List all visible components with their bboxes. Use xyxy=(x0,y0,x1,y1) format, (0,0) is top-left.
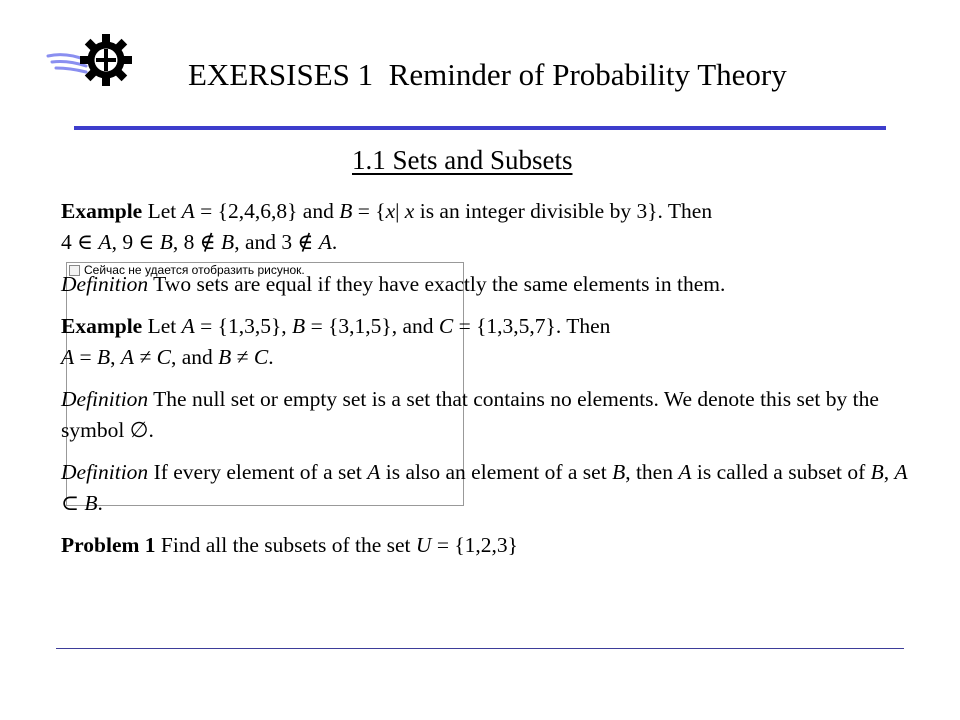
definition-label: Definition xyxy=(61,272,149,296)
math-var: B xyxy=(159,230,173,254)
logo-gear xyxy=(80,34,132,86)
subset-symbol: ⊂ xyxy=(61,491,85,515)
math-var: C xyxy=(156,345,171,369)
math-var: C xyxy=(253,345,269,369)
problem-1 xyxy=(61,530,911,561)
text: ≠ xyxy=(134,345,157,369)
text: , and xyxy=(170,345,219,369)
example-label: Example xyxy=(61,199,143,223)
text: = { xyxy=(352,199,386,223)
math-var: x xyxy=(404,199,415,223)
image-placeholder-text: Сейчас не удается отобразить рисунок. xyxy=(84,263,305,277)
definition-1 xyxy=(61,269,911,300)
text: The null set or empty set is a set that contains no elements. We denote this set by the symbol xyxy=(61,387,879,442)
math-var: x xyxy=(385,199,396,223)
text: is an integer divisible by 3}. Then xyxy=(414,199,713,223)
math-var: B xyxy=(218,345,232,369)
text: , xyxy=(883,460,895,484)
footer-divider-line xyxy=(56,648,904,649)
text: = {1,2,3} xyxy=(431,533,518,557)
text: , then xyxy=(625,460,679,484)
example-label: Example xyxy=(61,314,143,338)
math-var: B xyxy=(292,314,306,338)
text: Two sets are equal if they have exactly the same elements in them. xyxy=(148,272,726,296)
definition-label: Definition xyxy=(61,460,149,484)
math-var: A xyxy=(678,460,692,484)
text: | xyxy=(395,199,405,223)
math-var: A xyxy=(367,460,381,484)
math-var: U xyxy=(415,533,432,557)
section-heading: 1.1 Sets and Subsets xyxy=(352,145,573,175)
text: ≠ xyxy=(231,345,254,369)
math-var: A xyxy=(61,345,75,369)
math-var: A xyxy=(98,230,112,254)
text: , xyxy=(110,345,121,369)
text: . xyxy=(331,230,338,254)
definition-2 xyxy=(61,384,911,446)
element-of-symbol: ∈ xyxy=(138,230,155,254)
element-of-symbol: ∈ xyxy=(77,230,94,254)
text: is also an element of a set xyxy=(380,460,613,484)
text: = {1,3,5,7}. Then xyxy=(453,314,611,338)
footer-divider xyxy=(56,648,904,649)
text: = {1,3,5}, xyxy=(194,314,293,338)
text: Let xyxy=(142,199,182,223)
text: . xyxy=(148,418,154,442)
math-var: A xyxy=(894,460,908,484)
empty-set-symbol: ∅ xyxy=(129,418,149,442)
math-var: A xyxy=(318,230,332,254)
title-divider-line xyxy=(74,126,886,130)
math-var: B xyxy=(339,199,353,223)
text: = xyxy=(74,345,98,369)
text: is called a subset of xyxy=(691,460,871,484)
math-var: B xyxy=(612,460,626,484)
math-var: B xyxy=(97,345,111,369)
gear-lightning-logo-icon xyxy=(46,30,138,90)
text: . xyxy=(268,345,274,369)
page-title: EXERSISES 1 Reminder of Probability Theory xyxy=(188,57,787,92)
text: = {3,1,5}, and xyxy=(305,314,439,338)
math-var: A xyxy=(181,199,195,223)
slide-body xyxy=(61,196,911,572)
text: , 9 xyxy=(111,230,139,254)
text: Let xyxy=(142,314,182,338)
text: = {2,4,6,8} and xyxy=(194,199,340,223)
example-2 xyxy=(61,311,911,373)
definition-3 xyxy=(61,457,911,519)
text: Find all the subsets of the set xyxy=(155,533,416,557)
definition-label: Definition xyxy=(61,387,149,411)
math-var: B xyxy=(84,491,98,515)
text: If every element of a set xyxy=(148,460,368,484)
math-var: B xyxy=(870,460,884,484)
not-element-of-symbol: ∉ xyxy=(199,230,216,254)
problem-label: Problem 1 xyxy=(61,533,156,557)
math-var: A xyxy=(120,345,135,369)
text: , and 3 xyxy=(234,230,298,254)
math-var: B xyxy=(221,230,235,254)
example-1 xyxy=(61,196,911,258)
text: 4 xyxy=(61,230,78,254)
math-var: A xyxy=(181,314,195,338)
title-divider xyxy=(74,126,886,130)
text: . xyxy=(97,491,103,515)
math-var: C xyxy=(438,314,454,338)
not-element-of-symbol: ∉ xyxy=(297,230,314,254)
text: , 8 xyxy=(172,230,200,254)
